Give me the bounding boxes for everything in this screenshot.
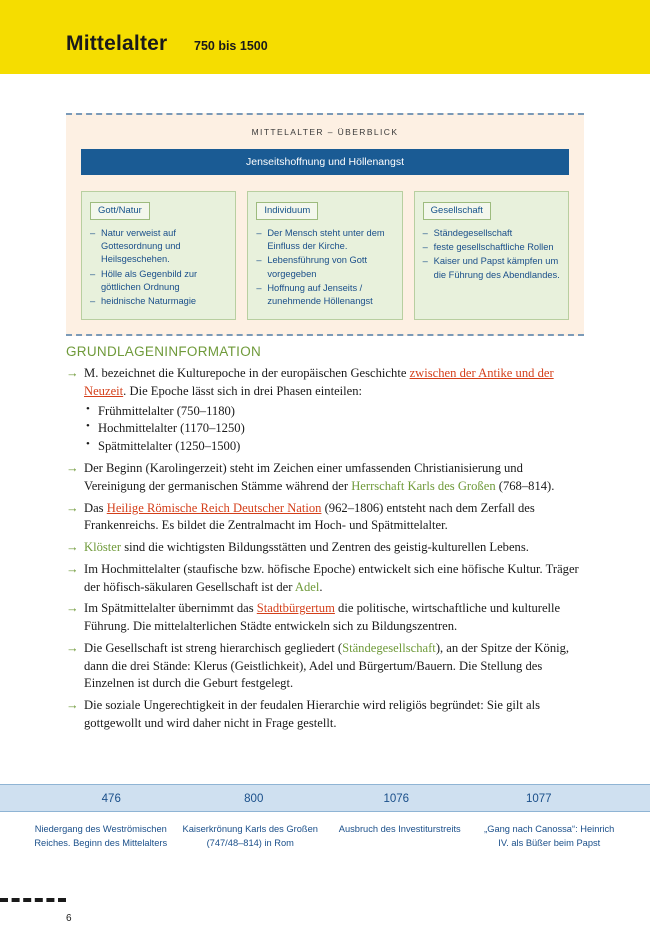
entry-text: Der Beginn (Karolingerzeit) steht im Zeichen einer umfassenden Christianisierung und Vereinigung der germanischen Stämme während der (84, 461, 523, 493)
list-item: – Ständegesellschaft (423, 227, 560, 240)
timeline (0, 784, 650, 851)
list-item: – Lebensführung von Gott vorgegeben (256, 254, 393, 280)
overview-column (81, 191, 236, 320)
timeline-description: „Gang nach Canossa“: Heinrich IV. als Büßer beim Papst (484, 824, 615, 849)
list-item: – Hölle als Gegenbild zur göttlichen Ordnung (90, 268, 227, 294)
entry-text: Die Gesellschaft ist streng hierarchisch gegliedert ( (84, 640, 343, 655)
entry-text: Die soziale Ungerechtigkeit in der feudalen Hierarchie wird religiös begründet: Sie gilt als gottgewollt und wird daher nicht in Frage gestellt. (84, 698, 541, 730)
entry-text-tail: . (319, 579, 323, 594)
timeline-descriptions (0, 812, 650, 851)
timeline-years (0, 785, 650, 813)
timeline-year: 800 (244, 793, 264, 805)
content-entry (66, 697, 586, 733)
overview-column (247, 191, 402, 320)
timeline-description: Niedergang des Weströmischen Reiches. Beginn des Mittelalters (34, 824, 168, 849)
timeline-description: Kaiserkrönung Karls des Großen (747/48–814) in Rom (182, 824, 318, 849)
entry-green: Klöster (84, 540, 122, 555)
entry-text-tail: sind die wichtigsten Bildungsstätten und Zentren des geistig-kulturellen Lebens. (121, 540, 529, 555)
entry-text: Das (84, 500, 107, 515)
column-title: Gott/Natur (90, 202, 150, 220)
column-list (423, 227, 560, 282)
entry-highlight: Heilige Römische Reich Deutscher Nation (106, 500, 322, 515)
timeline-year: 1076 (383, 793, 410, 805)
entry-green: Herrschaft Karls des Großen (351, 478, 496, 493)
column-title: Individuum (256, 202, 318, 220)
content-entry (66, 539, 586, 557)
content-entry (66, 500, 586, 536)
entry-text-tail: ), an der Spitze der König, dann die drei Stände: Klerus (Geistlichkeit), Adel und Bürgertum/Bauern. Die Stellung des Einzelnen ist durch die Geburt festgelegt. (84, 640, 570, 691)
overview-banner: Jenseitshoffnung und Höllenangst (81, 149, 569, 175)
list-item: – feste gesellschaftliche Rollen (423, 241, 560, 254)
content-entry (66, 365, 586, 456)
list-item: – Kaiser und Papst kämpfen um die Führung des Abendlandes. (423, 255, 560, 281)
list-item: – Natur verweist auf Gottesordnung und Heilsgeschehen. (90, 227, 227, 267)
section-heading: GRUNDLAGENINFORMATION (66, 344, 262, 359)
list-item: • Frühmittelalter (750–1180) (84, 403, 586, 421)
entry-text: Im Hochmittelalter (staufische bzw. höfische Epoche) entwickelt sich eine höfische Kultur. Träger der höfisch-säkularen Gesellschaft ist der (84, 561, 579, 594)
timeline-year: 1077 (525, 793, 552, 805)
entry-green: Adel (294, 579, 320, 594)
entry-green: Ständegesellschaft (342, 640, 436, 655)
content-entry (66, 600, 586, 636)
list-item: – heidnische Naturmagie (90, 295, 227, 308)
list-item: – Der Mensch steht unter dem Einfluss der Kirche. (256, 227, 393, 253)
entry-text: Im Spätmittelalter übernimmt das (84, 601, 257, 616)
page-number: 6 (66, 913, 72, 924)
timeline-band (0, 784, 650, 812)
entry-text-tail: die politische, wirtschaftliche und kulturelle Führung. Die mittelalterlichen Städte entwickeln sich zu Bildungszentren. (84, 601, 561, 634)
entry-text-tail: (768–814). (495, 478, 555, 493)
content-entry (66, 640, 586, 693)
list-item: – Hoffnung auf Jenseits / zunehmende Höllenangst (256, 282, 393, 308)
content-entry (66, 561, 586, 597)
timeline-description: Ausbruch des Investiturstreits (338, 824, 461, 834)
list-item: • Hochmittelalter (1170–1250) (84, 420, 586, 438)
list-item: • Spätmittelalter (1250–1500) (84, 438, 586, 456)
page-title: Mittelalter (66, 32, 168, 55)
column-list (256, 227, 393, 308)
entry-highlight: Stadtbürgertum (256, 601, 335, 616)
overview-columns (78, 191, 572, 320)
footer-rule (0, 898, 66, 902)
entry-text-tail: . Die Epoche lässt sich in drei Phasen einteilen: (123, 383, 363, 398)
entry-highlight: zwischen der Antike und der Neuzeit (84, 366, 554, 398)
content-list (66, 365, 586, 737)
entry-text-tail: (962–1806) entsteht nach dem Zerfall des Frankenreichs. Es bildet die Zentralmacht im Hoch- und Spätmittelalter. (84, 500, 535, 533)
page-subtitle: 750 bis 1500 (194, 39, 268, 53)
column-list (90, 227, 227, 308)
content-entry (66, 460, 586, 496)
column-title: Gesellschaft (423, 202, 491, 220)
entry-sublist (84, 403, 586, 457)
overview-column (414, 191, 569, 320)
entry-text: M. bezeichnet die Kulturepoche in der europäischen Geschichte (84, 366, 410, 380)
overview-box (66, 113, 584, 336)
overview-label: MITTELALTER – ÜBERBLICK (251, 127, 399, 137)
timeline-year: 476 (101, 793, 121, 805)
